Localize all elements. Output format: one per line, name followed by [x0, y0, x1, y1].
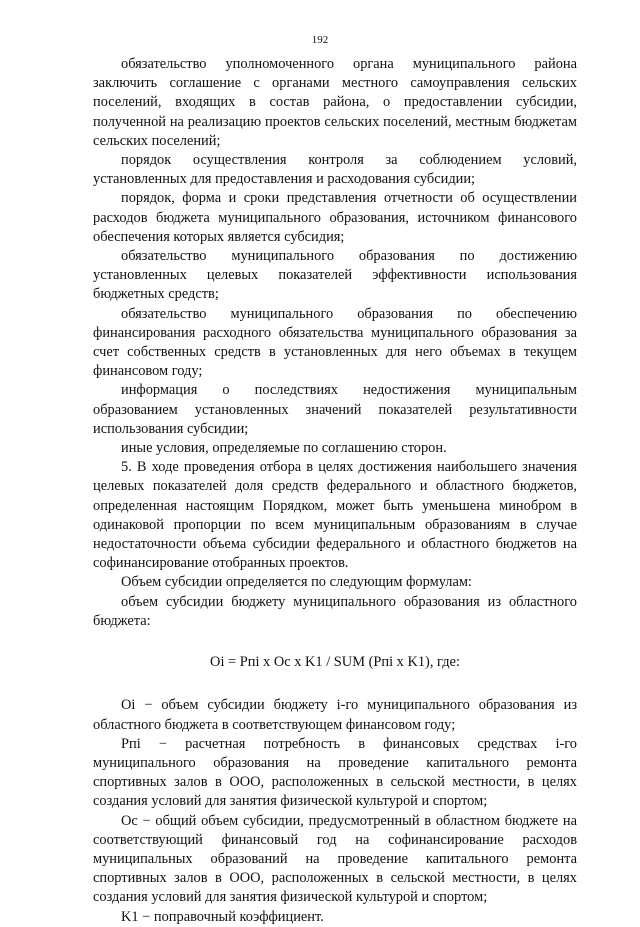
paragraph-obligation-agreement: обязательство уполномоченного органа муниципального района заключить соглашение с органами местного самоуправления сельских поселений, входящих в состав района, о предоставлении субсидии, полученной на реализацию проектов сельских поселений, местным бюджетам сельских поселений;: [93, 56, 577, 149]
paragraph-target-indicators: обязательство муниципального образования по достижению установленных целевых показателей эффективности использования бюджетных средств;: [93, 248, 577, 303]
paragraph-control-procedure: порядок осуществления контроля за соблюдением условий, установленных для предоставления и расходования субсидии;: [93, 152, 577, 188]
subsidy-formula: Oi = Pпi x Oc x K1 / SUM (Pпi x K1), где:: [210, 654, 460, 671]
paragraph-regional-budget: объем субсидии бюджету муниципального образования из областного бюджета:: [93, 593, 577, 629]
paragraph-consequences: информация о последствиях недостижения муниципальным образованием установленных значений показателей результативности использования субсидии;: [93, 382, 577, 437]
definition-ppi: Pпi − расчетная потребность в финансовых средствах i-го муниципального образования на проведение капитального ремонта спортивных залов в ООО, расположенных в сельской местности, в целях создания условий для занятия физической культурой и спортом;: [93, 735, 577, 810]
definition-oc: Oc − общий объем субсидии, предусмотренный в областном бюджете на соответствующий финансовый год на софинансирование расходов муниципальных образований на проведение капитального ремонта спортивных залов в ООО, расположенных в сельской местности, в целях создания условий для занятия физической культурой и спортом;: [93, 812, 577, 906]
paragraph-formulas-intro: Объем субсидии определяется по следующим формулам:: [121, 574, 472, 591]
paragraph-section-5: 5. В ходе проведения отбора в целях достижения наибольшего значения целевых показателей доля средств федерального и областного бюджетов, определенная настоящим Порядком, может быть уменьшена минобром в одинаковой пропорции по всем муниципальным образованиям в случае недостаточности объема субсидии федерального и областного бюджетов на софинансирование отобранных проектов.: [93, 459, 577, 572]
definition-oi: Oi − объем субсидии бюджету i-го муниципального образования из областного бюджета в соответствующем финансовом году;: [93, 697, 577, 733]
paragraph-own-funding: обязательство муниципального образования по обеспечению финансирования расходного обязательства муниципального образования за счет собственных средств в установленных для него объемах в текущем финансовом году;: [93, 305, 577, 380]
document-body: [93, 55, 577, 927]
paragraph-reporting-procedure: порядок, форма и сроки представления отчетности об осуществлении расходов бюджета муниципального образования, источником финансового обеспечения которых является субсидия;: [93, 190, 577, 245]
definition-k1: K1 − поправочный коэффициент.: [121, 908, 324, 925]
paragraph-other-conditions: иные условия, определяемые по соглашению сторон.: [121, 440, 447, 457]
page-number: 192: [311, 34, 329, 46]
